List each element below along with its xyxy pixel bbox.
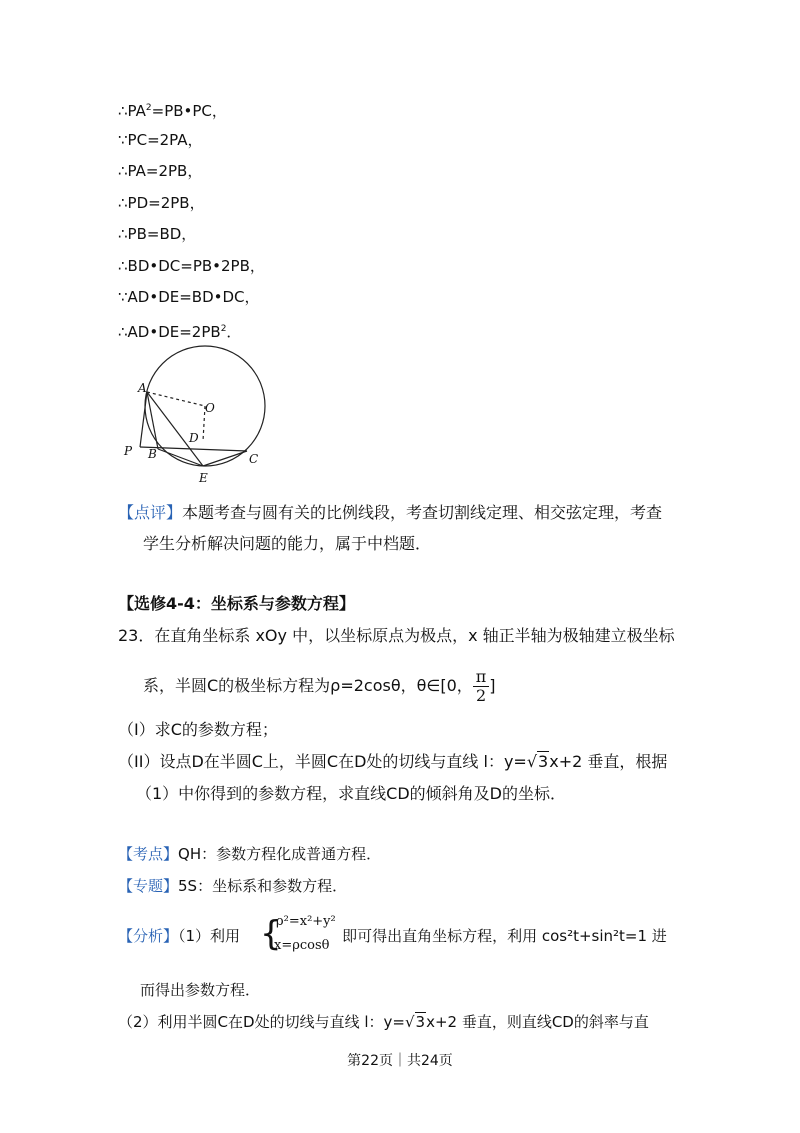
segment-ao: [147, 392, 205, 406]
point-label-p: P: [124, 444, 133, 458]
proof-step: $\therefore AD•DE=2PB^2$．: [118, 322, 242, 341]
proof-step: ∴PD=2PB，: [118, 193, 205, 212]
kaodian-line: 【考点】QH：参数方程化成普通方程．: [118, 845, 382, 863]
point-label-b: B: [148, 447, 157, 461]
segment-od: [203, 406, 205, 441]
comment-line-1: 【点评】本题考查与圆有关的比例线段，考查切割线定理、相交弦定理，考查: [118, 503, 663, 522]
segment-ab: [147, 392, 158, 449]
section-title: 【选修4-4：坐标系与参数方程】: [118, 594, 355, 613]
fenxi-line-2: 而得出参数方程．: [140, 981, 261, 999]
point-label-e: E: [199, 471, 208, 485]
pi-over-2-fraction: $\frac{\pi}{2}$: [473, 668, 490, 705]
segment-ap: [140, 392, 147, 447]
point-label-a: A: [138, 381, 147, 395]
circle-o: [145, 346, 265, 466]
comment-tag: 【点评】: [118, 503, 183, 522]
segment-ec: [203, 451, 247, 466]
fenxi-line-3: （2）利用半圆C在D处的切线与直线 l：y=√3x+2 垂直，则直线CD的斜率与直: [118, 1013, 649, 1031]
comment-line-2: 学生分析解决问题的能力，属于中档题．: [143, 534, 432, 553]
problem-line-2: 系，半圆C的极坐标方程为ρ=2cosθ，θ∈[0， $\frac{\pi}{2}$ ]: [143, 667, 496, 705]
point-label-o: O: [205, 401, 215, 415]
segment-pc: [140, 447, 247, 451]
proof-step: ∵AD•DE=BD•DC，: [118, 288, 260, 306]
problem-line-1: 23．在直角坐标系 xOy 中，以坐标原点为极点，x 轴正半轴为极轴建立极坐标: [118, 626, 675, 645]
proof-step: ∵PC=2PA，: [118, 130, 203, 149]
problem-part-2: （II）设点D在半圆C上，半圆C在D处的切线与直线 l：y=√3x+2 垂直，根据: [118, 752, 668, 771]
fenxi-line-1: 【分析】（1）利用 即可得出直角坐标方程，利用 cos²t+sin²t=1 进: [118, 927, 667, 945]
point-label-c: C: [249, 452, 259, 466]
page-footer: 第22页｜共24页: [347, 1053, 453, 1069]
proof-step: ∴PA=2PB，: [118, 162, 203, 180]
problem-part-1: （I）求C的参数方程；: [118, 720, 278, 739]
point-label-d: D: [189, 431, 199, 445]
proof-step: ∴BD•DC=PB•2PB，: [118, 256, 265, 275]
segment-be: [158, 449, 203, 466]
problem-part-2-line-2: （1）中你得到的参数方程，求直线CD的倾斜角及D的坐标．: [136, 784, 566, 803]
segment-ae: [147, 392, 203, 466]
proof-step: ∴PB=BD，: [118, 225, 197, 243]
proof-step: $\therefore PA^2=PB•PC$，: [118, 102, 227, 120]
zhuanti-line: 【专题】5S：坐标系和参数方程．: [118, 877, 348, 895]
